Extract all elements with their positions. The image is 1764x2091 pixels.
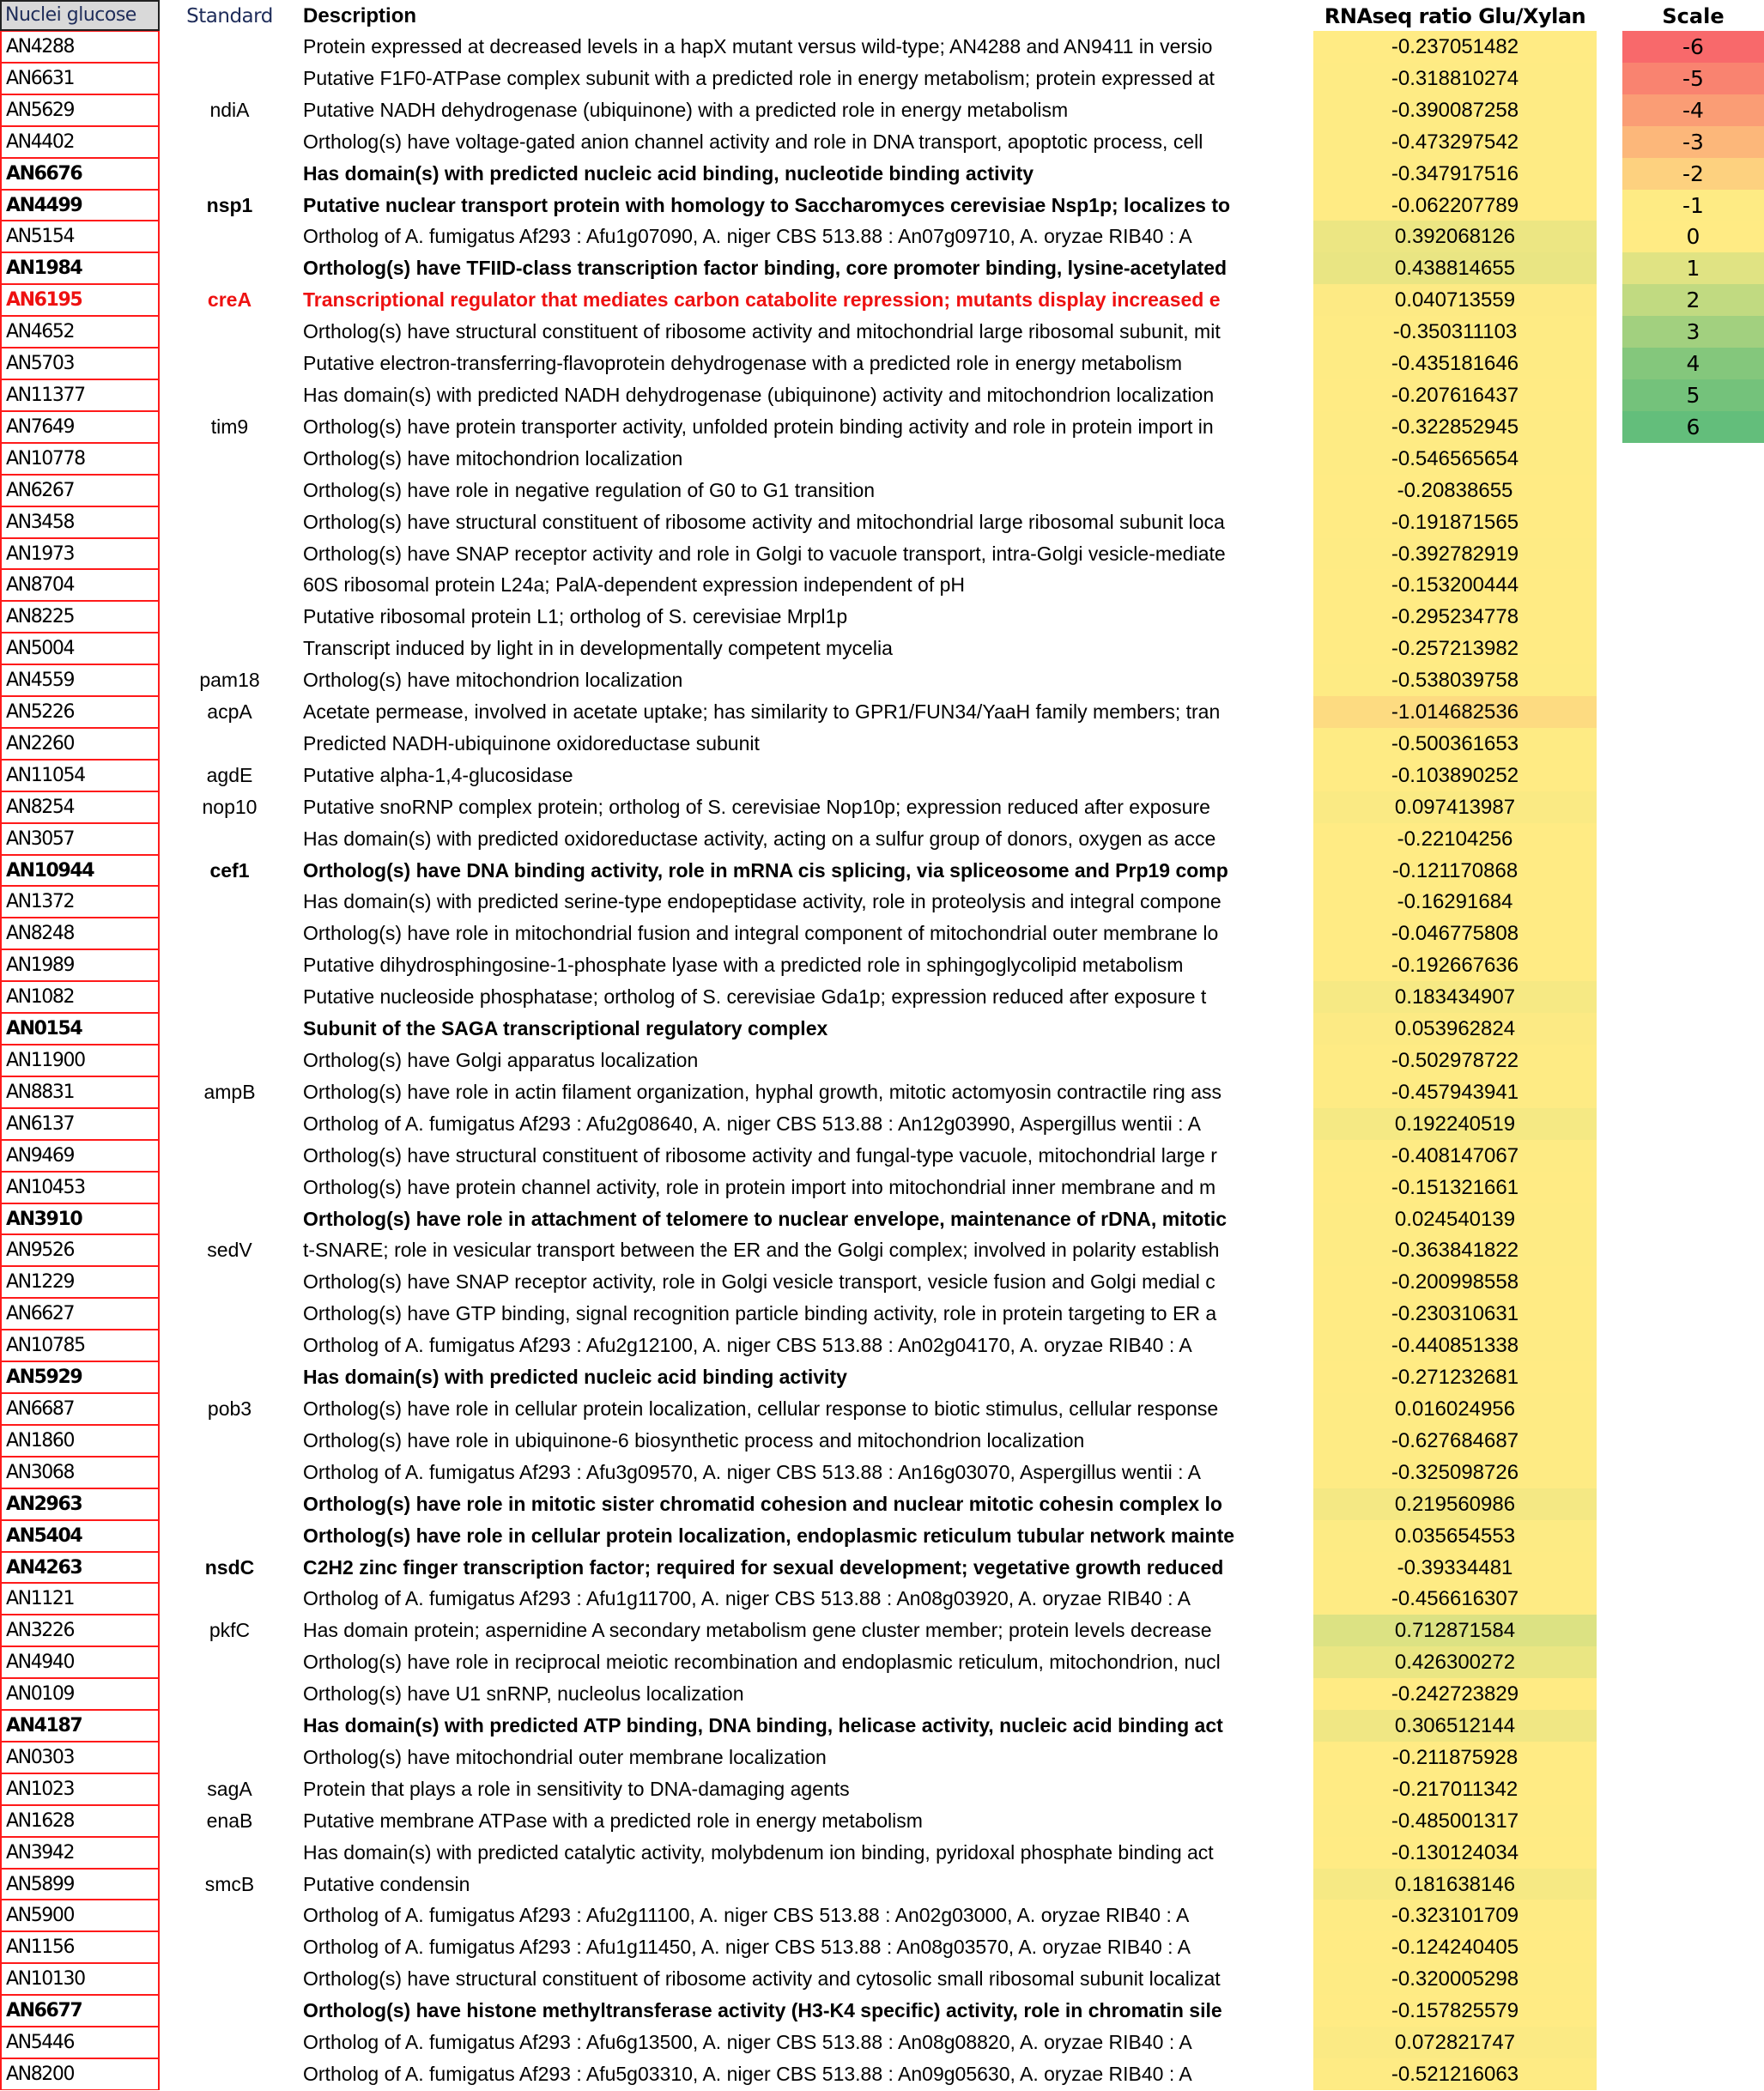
rnaseq-ratio-cell: -0.200998558 bbox=[1313, 1266, 1597, 1298]
rnaseq-ratio-cell: 0.072821747 bbox=[1313, 2027, 1597, 2058]
description-cell: Ortholog of A. fumigatus Af293 : Afu1g11700, A. niger CBS 513.88 : An08g03920, A. oryzae RIB40 : A bbox=[303, 1587, 1191, 1610]
description-cell: Has domain(s) with predicted serine-type endopeptidase activity, role in proteolysis and integral compone bbox=[303, 890, 1221, 913]
table-row bbox=[0, 31, 1764, 63]
description-cell: Putative dihydrosphingosine-1-phosphate lyase with a predicted role in sphingoglycolipid metabolism bbox=[303, 954, 1184, 977]
gene-id-cell[interactable]: AN3458 bbox=[0, 506, 160, 538]
table-row bbox=[0, 1552, 1764, 1584]
gene-id-cell[interactable]: AN6687 bbox=[0, 1393, 160, 1425]
gene-table bbox=[0, 31, 1764, 2090]
gene-id-cell[interactable]: AN11377 bbox=[0, 379, 160, 411]
standard-name-cell: sagA bbox=[207, 1777, 252, 1800]
gene-id-cell[interactable]: AN5899 bbox=[0, 1869, 160, 1900]
gene-id-cell[interactable]: AN9469 bbox=[0, 1140, 160, 1172]
description-cell: Putative nuclear transport protein with homology to Saccharomyces cerevisiae Nsp1p; localizes to bbox=[303, 193, 1231, 216]
scale-step: 5 bbox=[1622, 379, 1764, 411]
gene-id-cell[interactable]: AN5629 bbox=[0, 94, 160, 126]
rnaseq-ratio-cell: -0.157825579 bbox=[1313, 1995, 1597, 2027]
table-row bbox=[0, 411, 1764, 443]
scale-step: -5 bbox=[1622, 63, 1764, 94]
scale-step: 3 bbox=[1622, 316, 1764, 348]
rnaseq-ratio-cell: -0.323101709 bbox=[1313, 1900, 1597, 1931]
gene-id-cell[interactable]: AN1229 bbox=[0, 1266, 160, 1298]
gene-id-cell[interactable]: AN3942 bbox=[0, 1837, 160, 1869]
table-row bbox=[0, 1488, 1764, 1520]
rnaseq-ratio-cell: -0.457943941 bbox=[1313, 1076, 1597, 1108]
scale-step: 6 bbox=[1622, 411, 1764, 443]
rnaseq-ratio-cell: 0.097413987 bbox=[1313, 791, 1597, 823]
color-scale-legend bbox=[1622, 31, 1764, 443]
rnaseq-ratio-cell: 0.392068126 bbox=[1313, 221, 1597, 252]
gene-id-cell[interactable]: AN4263 bbox=[0, 1552, 160, 1584]
table-row bbox=[0, 348, 1764, 379]
gene-id-cell[interactable]: AN1082 bbox=[0, 981, 160, 1013]
gene-id-cell[interactable]: AN3910 bbox=[0, 1203, 160, 1235]
rnaseq-ratio-cell: -0.230310631 bbox=[1313, 1298, 1597, 1330]
gene-id-cell[interactable]: AN2963 bbox=[0, 1488, 160, 1520]
gene-id-cell[interactable]: AN4187 bbox=[0, 1710, 160, 1742]
description-cell: Ortholog(s) have U1 snRNP, nucleolus localization bbox=[303, 1682, 744, 1706]
gene-id-cell[interactable]: AN3068 bbox=[0, 1457, 160, 1488]
gene-id-cell[interactable]: AN8831 bbox=[0, 1076, 160, 1108]
table-row bbox=[0, 1203, 1764, 1235]
table-row bbox=[0, 379, 1764, 411]
scale-step: -1 bbox=[1622, 190, 1764, 221]
description-cell: Acetate permease, involved in acetate uptake; has similarity to GPR1/FUN34/YaaH family members; tran bbox=[303, 700, 1221, 724]
table-row bbox=[0, 1900, 1764, 1931]
column-header-rnaseq-ratio: RNAseq ratio Glu/Xylan bbox=[1324, 4, 1586, 28]
rnaseq-ratio-cell: -0.318810274 bbox=[1313, 63, 1597, 94]
description-cell: Ortholog of A. fumigatus Af293 : Afu2g12100, A. niger CBS 513.88 : An02g04170, A. oryzae RIB40 : A bbox=[303, 1334, 1192, 1357]
rnaseq-ratio-cell: 0.438814655 bbox=[1313, 252, 1597, 284]
table-row bbox=[0, 1140, 1764, 1172]
table-row bbox=[0, 633, 1764, 664]
table-row bbox=[0, 1108, 1764, 1140]
table-row bbox=[0, 1266, 1764, 1298]
rnaseq-ratio-cell: -0.191871565 bbox=[1313, 506, 1597, 538]
table-row bbox=[0, 1076, 1764, 1108]
table-row bbox=[0, 1742, 1764, 1773]
table-row bbox=[0, 855, 1764, 887]
table-row bbox=[0, 1361, 1764, 1393]
gene-id-cell[interactable]: AN2260 bbox=[0, 728, 160, 760]
rnaseq-ratio-cell: 0.016024956 bbox=[1313, 1393, 1597, 1425]
rnaseq-ratio-cell: 0.024540139 bbox=[1313, 1203, 1597, 1235]
gene-id-cell[interactable]: AN1372 bbox=[0, 886, 160, 918]
rnaseq-ratio-cell: -0.22104256 bbox=[1313, 823, 1597, 855]
gene-id-cell[interactable]: AN6676 bbox=[0, 158, 160, 190]
description-cell: Ortholog(s) have mitochondrial outer membrane localization bbox=[303, 1745, 827, 1768]
table-row bbox=[0, 1710, 1764, 1742]
description-cell: Ortholog(s) have role in mitochondrial fusion and integral component of mitochondrial outer membrane lo bbox=[303, 922, 1219, 945]
gene-id-cell[interactable]: AN4499 bbox=[0, 190, 160, 221]
table-row bbox=[0, 443, 1764, 475]
scale-step: -2 bbox=[1622, 158, 1764, 190]
description-cell: Ortholog(s) have structural constituent of ribosome activity and fungal-type vacuole, mitochondrial large r bbox=[303, 1143, 1217, 1167]
table-row bbox=[0, 949, 1764, 981]
gene-id-cell[interactable]: AN1121 bbox=[0, 1583, 160, 1615]
gene-id-cell[interactable]: AN1860 bbox=[0, 1425, 160, 1457]
rnaseq-ratio-cell: -0.20838655 bbox=[1313, 475, 1597, 506]
table-row bbox=[0, 1646, 1764, 1678]
gene-id-cell[interactable]: AN8704 bbox=[0, 569, 160, 601]
gene-id-cell[interactable]: AN5446 bbox=[0, 2027, 160, 2058]
table-row bbox=[0, 252, 1764, 284]
rnaseq-ratio-cell: -0.473297542 bbox=[1313, 126, 1597, 158]
rnaseq-ratio-cell: -0.392782919 bbox=[1313, 538, 1597, 570]
gene-id-cell[interactable]: AN9526 bbox=[0, 1234, 160, 1266]
scale-step: 1 bbox=[1622, 252, 1764, 284]
rnaseq-ratio-cell: -0.39334481 bbox=[1313, 1552, 1597, 1584]
rnaseq-ratio-cell: 0.040713559 bbox=[1313, 284, 1597, 316]
table-row bbox=[0, 1615, 1764, 1646]
description-cell: Has domain protein; aspernidine A secondary metabolism gene cluster member; protein levels decrease bbox=[303, 1619, 1212, 1642]
description-cell: Ortholog of A. fumigatus Af293 : Afu2g11100, A. niger CBS 513.88 : An02g03000, A. oryzae RIB40 : A bbox=[303, 1904, 1190, 1927]
column-header-scale: Scale bbox=[1662, 4, 1725, 28]
gene-id-cell[interactable]: AN0109 bbox=[0, 1678, 160, 1710]
table-row bbox=[0, 569, 1764, 601]
rnaseq-ratio-cell: -0.062207789 bbox=[1313, 190, 1597, 221]
description-cell: Ortholog(s) have role in negative regulation of G0 to G1 transition bbox=[303, 478, 876, 501]
description-cell: Ortholog(s) have histone methyltransferase activity (H3-K4 specific) activity, role in chromatin sile bbox=[303, 1999, 1222, 2022]
description-cell: t-SNARE; role in vesicular transport between the ER and the Golgi complex; involved in polarity establish bbox=[303, 1239, 1220, 1262]
description-cell: Has domain(s) with predicted NADH dehydrogenase (ubiquinone) activity and mitochondrion localization bbox=[303, 383, 1215, 406]
rnaseq-ratio-cell: -0.217011342 bbox=[1313, 1773, 1597, 1805]
gene-id-cell[interactable]: AN0154 bbox=[0, 1013, 160, 1045]
description-cell: Ortholog(s) have TFIID-class transcription factor binding, core promoter binding, lysine-acetylated bbox=[303, 257, 1228, 280]
description-cell: Ortholog(s) have DNA binding activity, role in mRNA cis splicing, via spliceosome and Prp19 comp bbox=[303, 858, 1228, 882]
rnaseq-ratio-cell: -0.046775808 bbox=[1313, 918, 1597, 949]
standard-name-cell: nsdC bbox=[204, 1555, 255, 1579]
description-cell: Ortholog of A. fumigatus Af293 : Afu6g13500, A. niger CBS 513.88 : An08g08820, A. oryzae RIB40 : A bbox=[303, 2031, 1192, 2054]
column-header-standard: Standard bbox=[186, 5, 273, 27]
gene-id-cell[interactable]: AN3057 bbox=[0, 823, 160, 855]
gene-id-cell[interactable]: AN8248 bbox=[0, 918, 160, 949]
rnaseq-ratio-cell: -0.546565654 bbox=[1313, 443, 1597, 475]
standard-name-cell: sedV bbox=[207, 1239, 252, 1262]
gene-id-cell[interactable]: AN3226 bbox=[0, 1615, 160, 1646]
rnaseq-ratio-cell: -0.16291684 bbox=[1313, 886, 1597, 918]
description-cell: Ortholog(s) have voltage-gated anion channel activity and role in DNA transport, apoptotic process, cell bbox=[303, 130, 1203, 153]
gene-id-cell[interactable]: AN10944 bbox=[0, 855, 160, 887]
table-row bbox=[0, 981, 1764, 1013]
description-cell: Predicted NADH-ubiquinone oxidoreductase subunit bbox=[303, 731, 760, 755]
table-row bbox=[0, 1837, 1764, 1869]
gene-id-cell[interactable]: AN6137 bbox=[0, 1108, 160, 1140]
rnaseq-ratio-cell: -0.456616307 bbox=[1313, 1583, 1597, 1615]
description-cell: Ortholog(s) have role in cellular protein localization, endoplasmic reticulum tubular network mainte bbox=[303, 1524, 1235, 1547]
rnaseq-ratio-cell: -0.325098726 bbox=[1313, 1457, 1597, 1488]
table-row bbox=[0, 63, 1764, 94]
rnaseq-ratio-cell: -0.124240405 bbox=[1313, 1931, 1597, 1963]
rnaseq-ratio-cell: -0.121170868 bbox=[1313, 855, 1597, 887]
rnaseq-ratio-cell: 0.426300272 bbox=[1313, 1646, 1597, 1678]
table-row bbox=[0, 94, 1764, 126]
gene-id-cell[interactable]: AN1628 bbox=[0, 1805, 160, 1837]
description-cell: 60S ribosomal protein L24a; PalA-dependent expression independent of pH bbox=[303, 573, 966, 597]
description-cell: Protein expressed at decreased levels in a hapX mutant versus wild-type; AN4288 and AN9411 in versio bbox=[303, 35, 1213, 58]
description-cell: Ortholog(s) have role in mitotic sister chromatid cohesion and nuclear mitotic cohesin complex lo bbox=[303, 1492, 1222, 1515]
table-row bbox=[0, 886, 1764, 918]
table-row bbox=[0, 1995, 1764, 2027]
rnaseq-ratio-cell: -0.322852945 bbox=[1313, 411, 1597, 443]
description-cell: Putative snoRNP complex protein; ortholog of S. cerevisiae Nop10p; expression reduced after exposure bbox=[303, 795, 1210, 818]
table-row bbox=[0, 538, 1764, 570]
gene-id-cell[interactable]: AN5900 bbox=[0, 1900, 160, 1931]
gene-id-cell[interactable]: AN8254 bbox=[0, 791, 160, 823]
rnaseq-ratio-cell: -0.521216063 bbox=[1313, 2058, 1597, 2090]
rnaseq-ratio-cell: 0.712871584 bbox=[1313, 1615, 1597, 1646]
description-cell: Ortholog(s) have role in actin filament organization, hyphal growth, mitotic actomyosin contractile ring ass bbox=[303, 1080, 1221, 1103]
gene-id-cell[interactable]: AN1156 bbox=[0, 1931, 160, 1963]
description-cell: Ortholog(s) have role in cellular protein localization, cellular response to biotic stimulus, cellular response bbox=[303, 1397, 1219, 1420]
rnaseq-ratio-cell: -0.500361653 bbox=[1313, 728, 1597, 760]
rnaseq-ratio-cell: -0.211875928 bbox=[1313, 1742, 1597, 1773]
table-row bbox=[0, 1583, 1764, 1615]
description-cell: Ortholog of A. fumigatus Af293 : Afu5g03310, A. niger CBS 513.88 : An09g05630, A. oryzae RIB40 : A bbox=[303, 2063, 1192, 2085]
rnaseq-ratio-cell: 0.183434907 bbox=[1313, 981, 1597, 1013]
description-cell: Has domain(s) with predicted oxidoreductase activity, acting on a sulfur group of donors, oxygen as acce bbox=[303, 827, 1216, 850]
table-row bbox=[0, 1013, 1764, 1045]
standard-name-cell: agdE bbox=[206, 763, 253, 786]
table-row bbox=[0, 316, 1764, 348]
rnaseq-ratio-cell: -0.390087258 bbox=[1313, 94, 1597, 126]
table-row bbox=[0, 1931, 1764, 1963]
rnaseq-ratio-cell: -0.153200444 bbox=[1313, 569, 1597, 601]
table-row bbox=[0, 126, 1764, 158]
table-row bbox=[0, 1963, 1764, 1995]
gene-id-cell[interactable]: AN6627 bbox=[0, 1298, 160, 1330]
rnaseq-ratio-cell: 0.306512144 bbox=[1313, 1710, 1597, 1742]
table-row bbox=[0, 1678, 1764, 1710]
rnaseq-ratio-cell: -0.408147067 bbox=[1313, 1140, 1597, 1172]
rnaseq-ratio-cell: -1.014682536 bbox=[1313, 696, 1597, 728]
table-row bbox=[0, 1520, 1764, 1552]
description-cell: Putative F1F0-ATPase complex subunit with a predicted role in energy metabolism; protein expressed at bbox=[303, 66, 1215, 89]
gene-id-cell[interactable]: AN5004 bbox=[0, 633, 160, 664]
rnaseq-ratio-cell: -0.130124034 bbox=[1313, 1837, 1597, 1869]
rnaseq-ratio-cell: -0.103890252 bbox=[1313, 760, 1597, 791]
table-row bbox=[0, 791, 1764, 823]
table-row bbox=[0, 1045, 1764, 1076]
table-row bbox=[0, 1298, 1764, 1330]
rnaseq-ratio-cell: -0.347917516 bbox=[1313, 158, 1597, 190]
table-row bbox=[0, 1869, 1764, 1900]
description-cell: Ortholog(s) have structural constituent of ribosome activity and mitochondrial large ribosomal subunit, mit bbox=[303, 320, 1221, 343]
description-cell: Ortholog(s) have Golgi apparatus localization bbox=[303, 1049, 699, 1071]
description-cell: Putative nucleoside phosphatase; ortholog of S. cerevisiae Gda1p; expression reduced after exposure t bbox=[303, 985, 1207, 1009]
description-cell: Ortholog(s) have GTP binding, signal recognition particle binding activity, role in protein targeting to ER a bbox=[303, 1302, 1217, 1325]
table-row bbox=[0, 2058, 1764, 2090]
standard-name-cell: tim9 bbox=[210, 415, 249, 438]
scale-step: -6 bbox=[1622, 31, 1764, 63]
gene-id-cell[interactable]: AN1023 bbox=[0, 1773, 160, 1805]
description-cell: C2H2 zinc finger transcription factor; required for sexual development; vegetative growth reduced bbox=[303, 1555, 1224, 1579]
gene-id-cell[interactable]: AN4940 bbox=[0, 1646, 160, 1678]
gene-id-cell[interactable]: AN0303 bbox=[0, 1742, 160, 1773]
description-cell: Protein that plays a role in sensitivity to DNA-damaging agents bbox=[303, 1777, 850, 1800]
gene-id-cell[interactable]: AN5226 bbox=[0, 696, 160, 728]
rnaseq-ratio-cell: 0.192240519 bbox=[1313, 1108, 1597, 1140]
description-cell: Ortholog(s) have structural constituent of ribosome activity and cytosolic small ribosomal subunit localizat bbox=[303, 1967, 1221, 1991]
rnaseq-ratio-cell: -0.207616437 bbox=[1313, 379, 1597, 411]
table-row bbox=[0, 918, 1764, 949]
table-row bbox=[0, 1773, 1764, 1805]
gene-id-cell[interactable]: AN5404 bbox=[0, 1520, 160, 1552]
table-row bbox=[0, 221, 1764, 252]
table-row bbox=[0, 158, 1764, 190]
description-cell: Putative alpha-1,4-glucosidase bbox=[303, 763, 573, 786]
description-cell: Ortholog(s) have mitochondrion localization bbox=[303, 446, 683, 470]
description-cell: Subunit of the SAGA transcriptional regulatory complex bbox=[303, 1017, 828, 1040]
gene-id-cell[interactable]: AN10778 bbox=[0, 443, 160, 475]
gene-id-cell[interactable]: AN11900 bbox=[0, 1045, 160, 1076]
description-cell: Ortholog(s) have protein transporter activity, unfolded protein binding activity and role in protein import in bbox=[303, 415, 1214, 438]
scale-step: -4 bbox=[1622, 94, 1764, 126]
description-cell: Ortholog of A. fumigatus Af293 : Afu1g07090, A. niger CBS 513.88 : An07g09710, A. oryzae RIB40 : A bbox=[303, 225, 1192, 248]
rnaseq-ratio-cell: -0.151321661 bbox=[1313, 1172, 1597, 1203]
rnaseq-ratio-cell: -0.485001317 bbox=[1313, 1805, 1597, 1837]
standard-name-cell: nop10 bbox=[202, 795, 258, 818]
gene-id-cell[interactable]: AN4652 bbox=[0, 316, 160, 348]
description-cell: Putative ribosomal protein L1; ortholog of S. cerevisiae Mrpl1p bbox=[303, 605, 848, 628]
description-cell: Putative electron-transferring-flavoprotein dehydrogenase with a predicted role in energy metabolism bbox=[303, 352, 1183, 375]
scale-step: 4 bbox=[1622, 348, 1764, 379]
description-cell: Ortholog(s) have mitochondrion localization bbox=[303, 669, 683, 692]
gene-id-cell[interactable]: AN1973 bbox=[0, 538, 160, 570]
standard-name-cell: enaB bbox=[206, 1809, 253, 1832]
rnaseq-ratio-cell: -0.257213982 bbox=[1313, 633, 1597, 664]
gene-id-cell[interactable]: AN11054 bbox=[0, 760, 160, 791]
description-cell: Has domain(s) with predicted nucleic acid binding, nucleotide binding activity bbox=[303, 161, 1034, 185]
table-row bbox=[0, 1805, 1764, 1837]
table-row bbox=[0, 1234, 1764, 1266]
standard-name-cell: ampB bbox=[203, 1080, 256, 1103]
gene-id-cell[interactable]: AN6631 bbox=[0, 63, 160, 94]
standard-name-cell: cef1 bbox=[209, 858, 250, 882]
table-row bbox=[0, 190, 1764, 221]
table-row bbox=[0, 1457, 1764, 1488]
rnaseq-ratio-cell: -0.242723829 bbox=[1313, 1678, 1597, 1710]
description-cell: Ortholog(s) have role in ubiquinone-6 biosynthetic process and mitochondrion localization bbox=[303, 1428, 1085, 1452]
description-cell: Ortholog(s) have structural constituent of ribosome activity and mitochondrial large ribosomal subunit loca bbox=[303, 510, 1225, 533]
table-row bbox=[0, 2027, 1764, 2058]
gene-id-cell[interactable]: AN1984 bbox=[0, 252, 160, 284]
rnaseq-ratio-cell: -0.320005298 bbox=[1313, 1963, 1597, 1995]
standard-name-cell: pam18 bbox=[199, 669, 260, 692]
table-row bbox=[0, 696, 1764, 728]
gene-id-cell[interactable]: AN10453 bbox=[0, 1172, 160, 1203]
description-cell: Has domain(s) with predicted ATP binding, DNA binding, helicase activity, nucleic acid binding act bbox=[303, 1714, 1223, 1737]
rnaseq-ratio-cell: -0.271232681 bbox=[1313, 1361, 1597, 1393]
rnaseq-ratio-cell: -0.502978722 bbox=[1313, 1045, 1597, 1076]
gene-id-cell[interactable]: AN7649 bbox=[0, 411, 160, 443]
rnaseq-ratio-cell: -0.295234778 bbox=[1313, 601, 1597, 633]
gene-id-cell[interactable]: AN4288 bbox=[0, 31, 160, 63]
rnaseq-ratio-cell: 0.181638146 bbox=[1313, 1869, 1597, 1900]
gene-id-cell[interactable]: AN4559 bbox=[0, 664, 160, 696]
table-row bbox=[0, 284, 1764, 316]
gene-id-cell[interactable]: AN4402 bbox=[0, 126, 160, 158]
rnaseq-ratio-cell: 0.219560986 bbox=[1313, 1488, 1597, 1520]
table-row bbox=[0, 506, 1764, 538]
description-cell: Has domain(s) with predicted nucleic acid binding activity bbox=[303, 1366, 847, 1389]
scale-step: 0 bbox=[1622, 221, 1764, 252]
description-cell: Ortholog(s) have protein channel activity, role in protein import into mitochondrial inner membrane and m bbox=[303, 1175, 1216, 1198]
column-header-description: Description bbox=[303, 4, 417, 27]
standard-name-cell: smcB bbox=[204, 1872, 255, 1895]
standard-name-cell: pkfC bbox=[209, 1619, 251, 1642]
description-cell: Ortholog of A. fumigatus Af293 : Afu2g08640, A. niger CBS 513.88 : An12g03990, Aspergillus wentii : A bbox=[303, 1112, 1201, 1135]
rnaseq-ratio-cell: 0.035654553 bbox=[1313, 1520, 1597, 1552]
rnaseq-ratio-cell: -0.627684687 bbox=[1313, 1425, 1597, 1457]
table-row bbox=[0, 475, 1764, 506]
gene-id-cell[interactable]: AN10130 bbox=[0, 1963, 160, 1995]
table-row bbox=[0, 1172, 1764, 1203]
standard-name-cell: creA bbox=[207, 288, 252, 312]
table-row bbox=[0, 1330, 1764, 1361]
rnaseq-ratio-cell: 0.053962824 bbox=[1313, 1013, 1597, 1045]
description-cell: Putative membrane ATPase with a predicted role in energy metabolism bbox=[303, 1809, 923, 1832]
standard-name-cell: ndiA bbox=[209, 98, 250, 121]
description-cell: Ortholog(s) have SNAP receptor activity and role in Golgi to vacuole transport, intra-Golgi vesicle-mediate bbox=[303, 542, 1226, 565]
description-cell: Ortholog(s) have SNAP receptor activity, role in Golgi vesicle transport, vesicle fusion and Golgi medial c bbox=[303, 1270, 1215, 1294]
description-cell: Has domain(s) with predicted catalytic activity, molybdenum ion binding, pyridoxal phosphate binding act bbox=[303, 1840, 1214, 1864]
gene-id-cell[interactable]: AN10785 bbox=[0, 1330, 160, 1361]
scale-step: 2 bbox=[1622, 284, 1764, 316]
rnaseq-ratio-cell: -0.237051482 bbox=[1313, 31, 1597, 63]
description-cell: Transcript induced by light in in developmentally competent mycelia bbox=[303, 637, 893, 660]
gene-id-cell[interactable]: AN5154 bbox=[0, 221, 160, 252]
table-row bbox=[0, 1393, 1764, 1425]
standard-name-cell: pob3 bbox=[207, 1397, 252, 1420]
gene-id-cell[interactable]: AN6267 bbox=[0, 475, 160, 506]
table-row bbox=[0, 664, 1764, 696]
gene-id-cell[interactable]: AN5703 bbox=[0, 348, 160, 379]
rnaseq-ratio-cell: -0.350311103 bbox=[1313, 316, 1597, 348]
scale-step: -3 bbox=[1622, 126, 1764, 158]
gene-id-cell[interactable]: AN5929 bbox=[0, 1361, 160, 1393]
gene-id-cell[interactable]: AN6195 bbox=[0, 284, 160, 316]
gene-id-cell[interactable]: AN8200 bbox=[0, 2058, 160, 2090]
standard-name-cell: nsp1 bbox=[206, 193, 253, 216]
column-header-nuclei-glucose[interactable]: Nuclei glucose bbox=[0, 0, 160, 31]
gene-id-cell[interactable]: AN8225 bbox=[0, 601, 160, 633]
table-row bbox=[0, 823, 1764, 855]
description-cell: Ortholog(s) have role in reciprocal meiotic recombination and endoplasmic reticulum, mitochondrion, nucl bbox=[303, 1651, 1221, 1674]
rnaseq-ratio-cell: -0.192667636 bbox=[1313, 949, 1597, 981]
table-row bbox=[0, 760, 1764, 791]
rnaseq-ratio-cell: -0.440851338 bbox=[1313, 1330, 1597, 1361]
gene-id-cell[interactable]: AN1989 bbox=[0, 949, 160, 981]
rnaseq-ratio-cell: -0.363841822 bbox=[1313, 1234, 1597, 1266]
rnaseq-ratio-cell: -0.435181646 bbox=[1313, 348, 1597, 379]
description-cell: Putative NADH dehydrogenase (ubiquinone) with a predicted role in energy metabolism bbox=[303, 98, 1069, 121]
table-row bbox=[0, 728, 1764, 760]
gene-id-cell[interactable]: AN6677 bbox=[0, 1995, 160, 2027]
description-cell: Ortholog(s) have role in attachment of telomere to nuclear envelope, maintenance of rDNA, mitotic bbox=[303, 1207, 1228, 1230]
description-cell: Putative condensin bbox=[303, 1872, 470, 1895]
description-cell: Ortholog of A. fumigatus Af293 : Afu1g11450, A. niger CBS 513.88 : An08g03570, A. oryzae RIB40 : A bbox=[303, 1936, 1191, 1959]
standard-name-cell: acpA bbox=[207, 700, 252, 724]
table-row bbox=[0, 601, 1764, 633]
rnaseq-ratio-cell: -0.538039758 bbox=[1313, 664, 1597, 696]
description-cell: Ortholog of A. fumigatus Af293 : Afu3g09570, A. niger CBS 513.88 : An16g03070, Aspergillus wentii : A bbox=[303, 1460, 1201, 1483]
description-cell: Transcriptional regulator that mediates carbon catabolite repression; mutants display increased e bbox=[303, 288, 1221, 312]
table-row bbox=[0, 1425, 1764, 1457]
